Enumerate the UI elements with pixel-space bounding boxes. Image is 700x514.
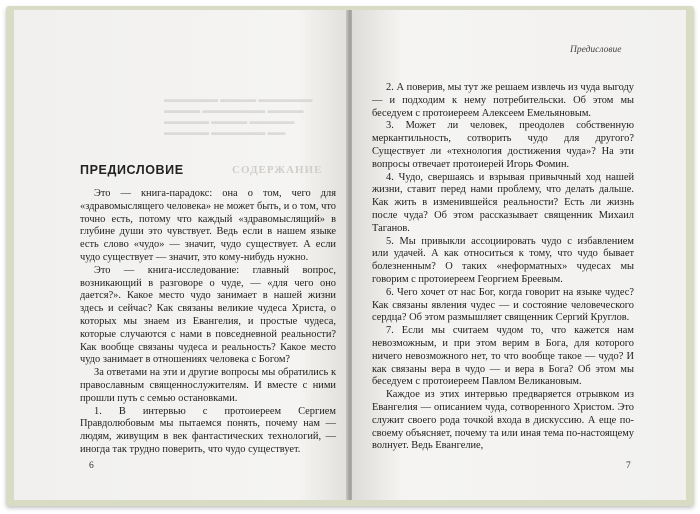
paragraph: 5. Мы привыкли ассоциировать чудо с избавлением или удачей. А как относиться к тому, что чудо бывает болезненным? О таких «неформатных» чудесах мы говорим с протоиереем Георгием Бреевым. bbox=[372, 235, 634, 285]
body-text bbox=[372, 82, 634, 453]
page-heading: ПРЕДИСЛОВИЕ bbox=[80, 163, 184, 177]
paragraph: Каждое из этих интервью предваряется отрывком из Евангелия — описанием чуда, сотворенного Христом. Это служит своего рода точкой входа в дискуссию. А еще по-своему объясняет, почему та или иная тема по-настоящему волнует. Ведь Евангелие, bbox=[372, 389, 634, 452]
paragraph: 6. Чего хочет от нас Бог, когда говорит на языке чудес? Как связаны явления чудес — и состояние человеческого сердца? Об этом размышляет священник Сергий Круглов. bbox=[372, 286, 634, 324]
paragraph: 7. Если мы считаем чудом то, что кажется нам невозможным, и при этом верим в Бога, для которого ничего невозможного нет, то что вообще такое — чудо? И как связаны вера в чудо — и вера в Бога? Об этом мы беседуем с протоиереем Павлом Великановым. bbox=[372, 325, 634, 388]
open-book bbox=[6, 6, 694, 506]
paragraph: Это — книга-парадокс: она о том, чего для «здравомыслящего человека» не может быть, и о том, что точно есть, потому что каждый «здравомыслящий» в глубине души это чувствует. Ведь если в нашем языке есть слово «чудо» — значит, чудо существует. А если чудо существует — значит, это кому-нибудь нужно. bbox=[80, 188, 336, 263]
page-number: 7 bbox=[626, 461, 631, 471]
page-number: 6 bbox=[89, 461, 94, 471]
paragraph: 3. Может ли человек, преодолев собственную меркантильность, сотворить чудо для другого? Существует ли «технология достижения чуда»? На эти вопросы отвечает протоиерей Игорь Фомин. bbox=[372, 120, 634, 170]
paragraph: Это — книга-исследование: главный вопрос, возникающий в разговоре о чуде, — «для чего оно дается?». Какое место чудо занимает в нашей жизни здесь и сейчас? Как связаны великие чудеса Христа, о которых мы знаем из Евангелия, и простые чудеса, которые случаются с нами в повседневной реальности? Как вообще связаны чудеса и реальность? Какое место чудо занимает в отношениях человека с Богом? bbox=[80, 264, 336, 366]
paragraph: 1. В интервью с протоиереем Сергием Правдолюбовым мы пытаемся понять, почему нам — людям, живущим в век фантастических технологий, — иногда так трудно поверить, что чудо существует. bbox=[80, 405, 336, 455]
right-page bbox=[352, 10, 686, 500]
paragraph: 4. Чудо, свершаясь и взрывая привычный ход нашей жизни, ставит перед нами проблему, что делать дальше. Как жить в изменившейся реальности? Есть ли жизнь после чуда? Об этом рассказывает священник Михаил Таганов. bbox=[372, 171, 634, 234]
paragraph: 2. А поверив, мы тут же решаем извлечь из чуда выгоду — и подходим к нему потребительски. Об этом мы беседуем с протоиереем Алексеем Емельяновым. bbox=[372, 82, 634, 119]
running-head: Предисловие bbox=[570, 45, 622, 55]
paragraph: За ответами на эти и другие вопросы мы обратились к православным священнослужителям. И вместе с ними прошли путь с семью остановками. bbox=[80, 367, 336, 404]
body-text bbox=[80, 188, 336, 457]
show-through-title: СОДЕРЖАНИЕ bbox=[232, 164, 323, 176]
show-through-text: ▬▬▬▬▬▬ ▬▬▬▬ ▬▬▬▬▬▬ ▬▬▬▬ ▬▬▬▬▬▬▬ ▬▬▬▬ ▬▬▬▬▬ ▬▬▬▬ ▬▬▬▬▬ ▬▬▬▬▬ ▬▬▬▬▬▬ ▬▬ bbox=[164, 94, 313, 137]
left-page bbox=[14, 10, 348, 500]
